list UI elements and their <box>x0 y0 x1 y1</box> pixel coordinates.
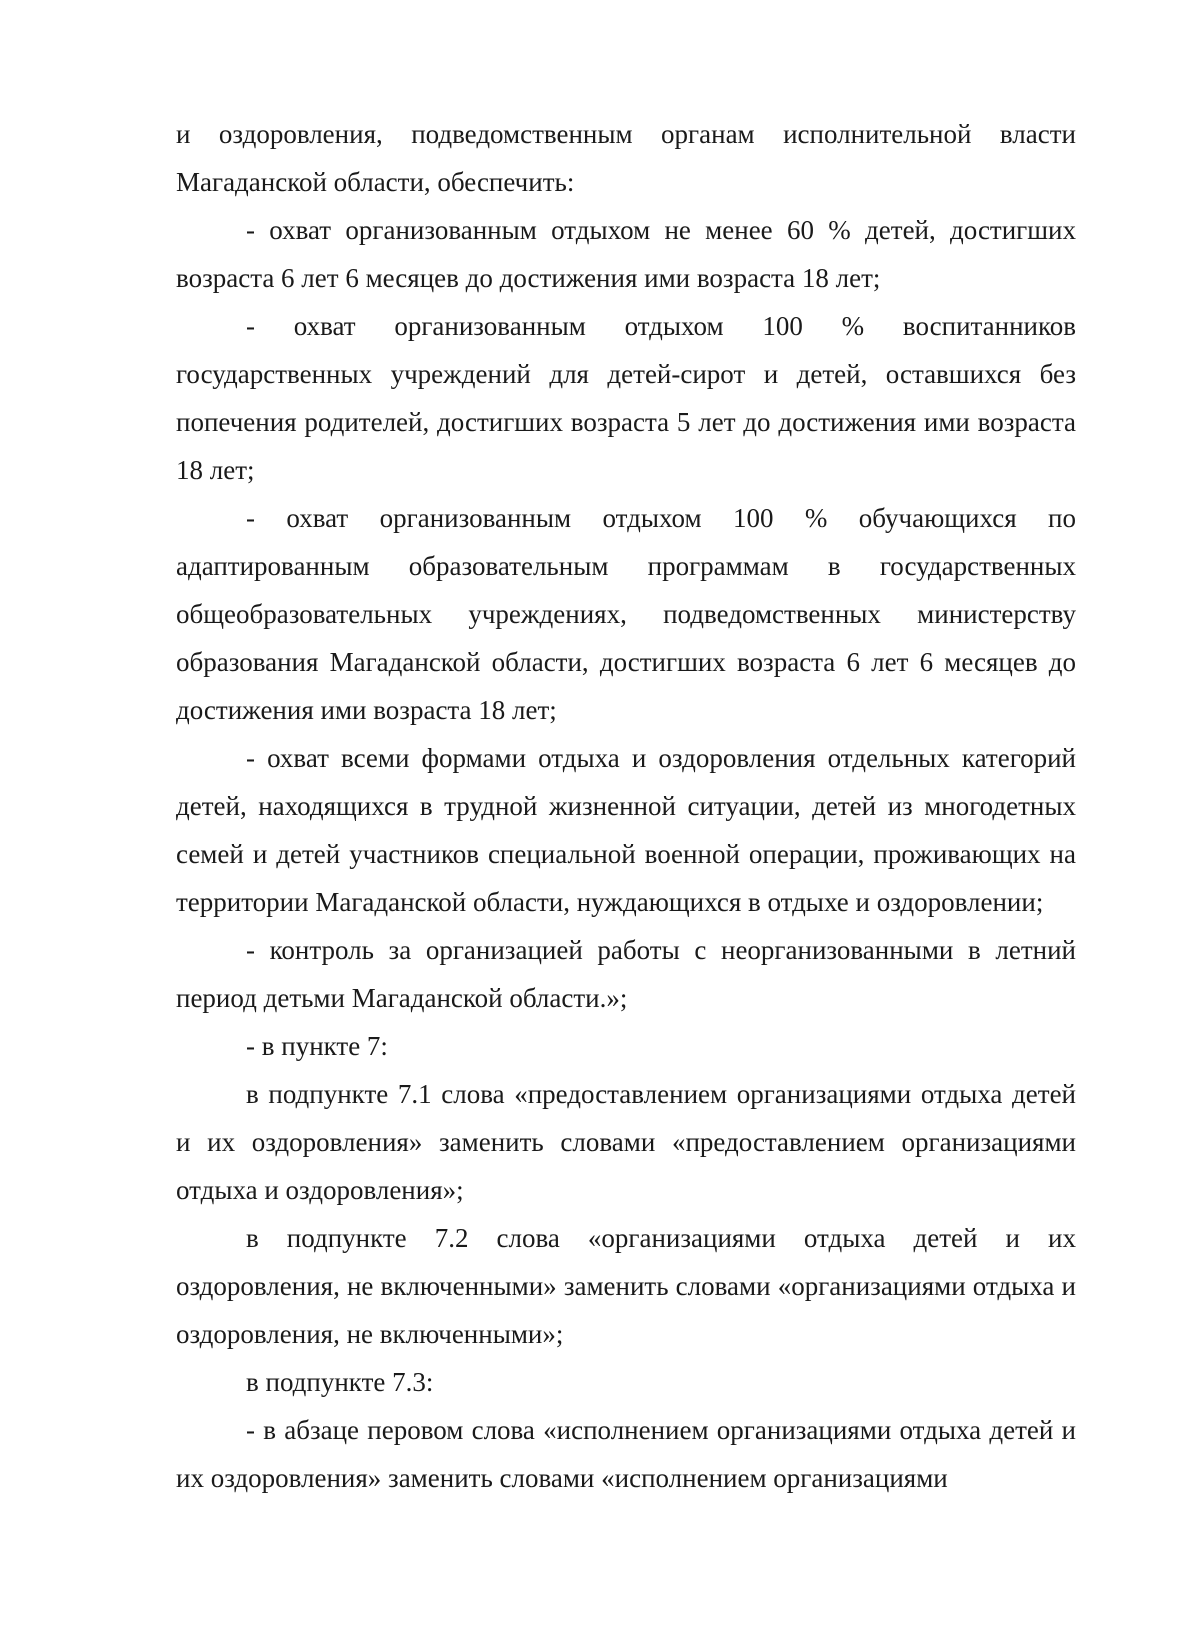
paragraph-coverage-special-categories: - охват всеми формами отдыха и оздоровления отдельных категорий детей, находящихся в трудной жизненной ситуации, детей из многодетных семей и детей участников специальной военной операции, проживающих на территории Магаданской области, нуждающихся в отдыхе и оздоровлении; <box>176 743 1076 917</box>
paragraph-continuation: и оздоровления, подведомственным органам исполнительной власти Магаданской области, обеспечить: <box>176 119 1076 197</box>
paragraph-subitem-7-2: в подпункте 7.2 слова «организациями отдыха детей и их оздоровления, не включенными» заменить словами «организациями отдыха и оздоровления, не включенными»; <box>176 1223 1076 1349</box>
paragraph-item-7: - в пункте 7: <box>246 1031 388 1061</box>
paragraph-control: - контроль за организацией работы с неорганизованными в летний период детьми Магаданской области.»; <box>176 935 1076 1013</box>
paragraph-subitem-7-3: в подпункте 7.3: <box>246 1367 434 1397</box>
paragraph-coverage-orphans: - охват организованным отдыхом 100 % воспитанников государственных учреждений для детей-сирот и детей, оставшихся без попечения родителей, достигших возраста 5 лет до достижения ими возраста 18 лет; <box>176 311 1076 485</box>
paragraph-subitem-7-1: в подпункте 7.1 слова «предоставлением организациями отдыха детей и их оздоровления» заменить словами «предоставлением организациями отдыха и оздоровления»; <box>176 1079 1076 1205</box>
paragraph-coverage-adapted-programs: - охват организованным отдыхом 100 % обучающихся по адаптированным образовательным программам в государственных общеобразовательных учреждениях, подведомственных министерству образования Магаданской области, достигших возраста 6 лет 6 месяцев до достижения ими возраста 18 лет; <box>176 503 1076 725</box>
paragraph-coverage-60-percent: - охват организованным отдыхом не менее 60 % детей, достигших возраста 6 лет 6 месяцев до достижения ими возраста 18 лет; <box>176 215 1076 293</box>
document-body <box>176 110 1076 1502</box>
paragraph-subitem-7-3-first: - в абзаце перовом слова «исполнением организациями отдыха детей и их оздоровления» заменить словами «исполнением организациями <box>176 1415 1076 1493</box>
